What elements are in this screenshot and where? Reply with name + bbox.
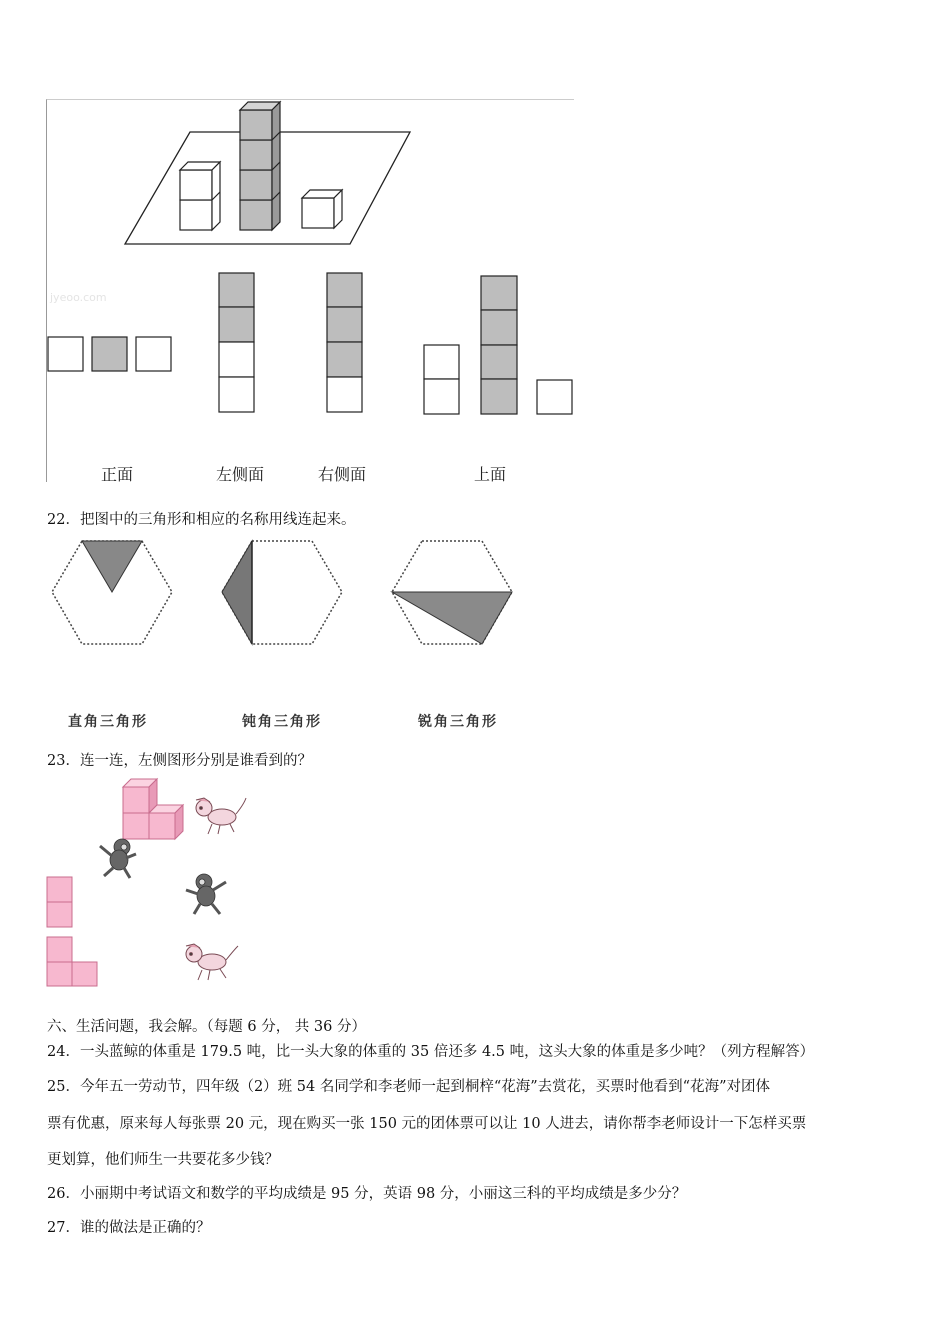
triangle-2 (222, 541, 252, 644)
question-22: 22．把图中的三角形和相应的名称用线连起来。 (47, 512, 356, 528)
dog-icon-2 (186, 944, 238, 980)
question-27: 27．谁的做法是正确的？ (47, 1220, 211, 1236)
triangle-3 (392, 592, 512, 644)
middle-stack-cubes (240, 102, 280, 230)
hexagon-2 (222, 541, 342, 644)
right-single-cube (302, 190, 342, 228)
pink-cube-arrangement (123, 779, 183, 839)
watermark: jyeoo.com (50, 291, 107, 304)
section-6-title: 六、生活问题，我会解。（每题 6 分， 共 36 分） (47, 1019, 366, 1035)
view-label-right-side: 右侧面 (318, 465, 367, 484)
label-right-triangle: 直角三角形 (68, 714, 148, 730)
view-label-left-side: 左侧面 (216, 465, 265, 484)
view-b-figure (47, 937, 97, 986)
monkey-icon-2 (186, 874, 226, 914)
hexagon-1 (52, 541, 172, 644)
front-view-figure (48, 337, 171, 371)
question-26: 26．小丽期中考试语文和数学的平均成绩是 95 分，英语 98 分，小丽这三科的平均成绩是多少分？ (47, 1186, 687, 1202)
question-24: 24．一头蓝鲸的体重是 179.5 吨，比一头大象的体重的 35 倍还多 4.5 吨，这头大象的体重是多少吨？（列方程解答） (47, 1044, 815, 1060)
label-acute-triangle: 锐角三角形 (418, 714, 498, 730)
view-label-front: 正面 (101, 465, 134, 484)
cube-arrangement-figure (0, 0, 950, 500)
question-25-line-1: 25．今年五一劳动节，四年级（2）班 54 名同学和李老师一起到桐梓“花海”去赏花，买票时他看到“花海”对团体 (47, 1079, 770, 1095)
top-view-figure (424, 276, 572, 414)
monkey-icon-1 (100, 839, 136, 878)
left-stack-cubes (180, 162, 220, 230)
view-a-figure (47, 877, 72, 927)
label-obtuse-triangle: 钝角三角形 (242, 714, 322, 730)
triangle-1 (82, 541, 142, 592)
question-25-line-3: 更划算，他们师生一共要花多少钱？ (47, 1152, 279, 1168)
question-25-line-2: 票有优惠，原来每人每张票 20 元，现在购买一张 150 元的团体票可以让 10 人进去，请你帮李老师设计一下怎样买票 (47, 1116, 807, 1132)
view-label-top: 上面 (474, 465, 507, 484)
hexagon-3 (392, 541, 512, 644)
pink-cubes-figure (0, 770, 950, 1010)
hexagon-triangles-figure (0, 530, 950, 730)
right-side-view-figure (327, 273, 362, 412)
dog-icon-1 (196, 798, 246, 834)
question-23: 23．连一连，左侧图形分别是谁看到的？ (47, 753, 312, 769)
left-side-view-figure (219, 273, 254, 412)
